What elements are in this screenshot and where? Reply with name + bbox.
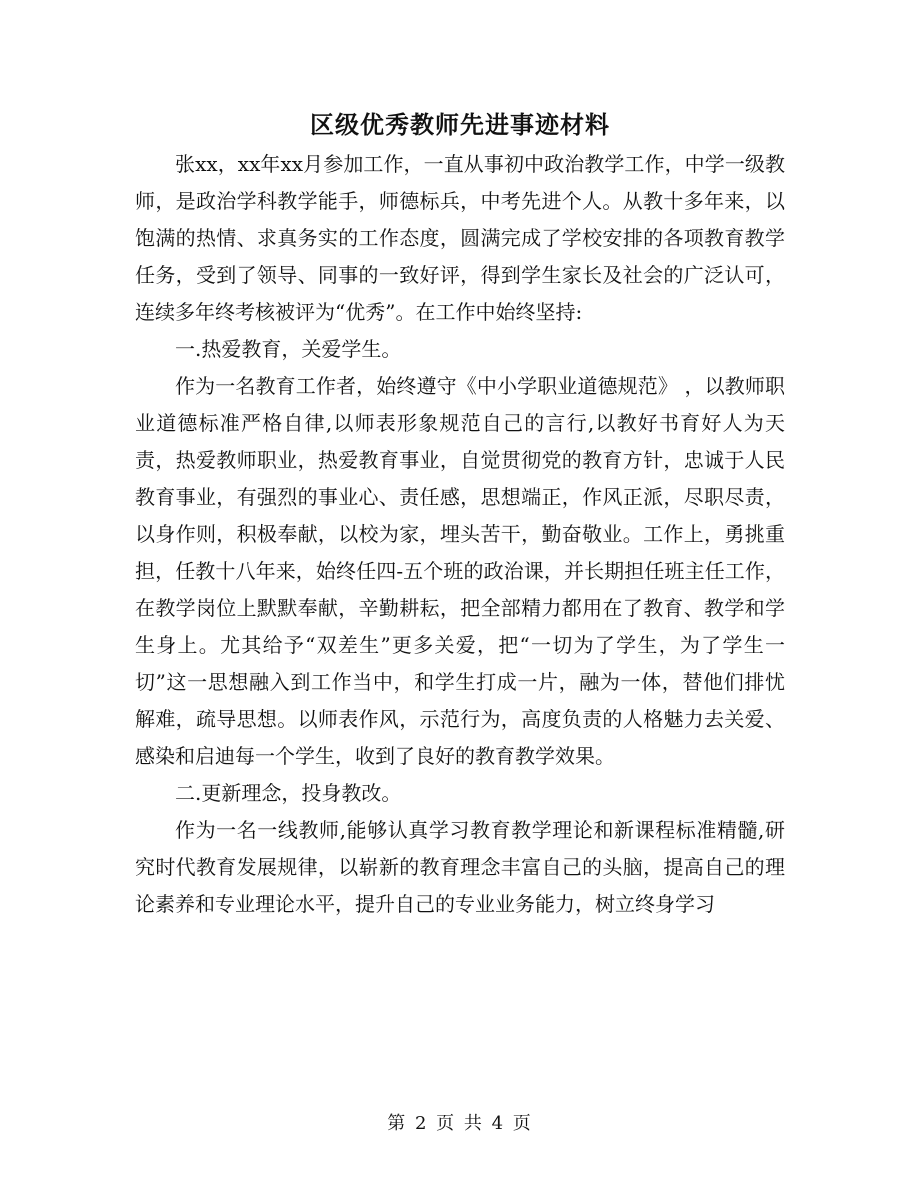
paragraph-intro: 张xx，xx年xx月参加工作，一直从事初中政治教学工作，中学一级教师，是政治学科教学能手，师德标兵，中考先进个人。从教十多年来，以饱满的热情、求真务实的工作态度，圆满完成了学校安排的各项教育教学任务，受到了领导、同事的一致好评，得到学生家长及社会的广泛认可，连续多年终考核被评为“优秀”。在工作中始终坚持: <box>135 152 785 324</box>
document-body <box>135 146 785 923</box>
paragraph-section-1: 作为一名教育工作者，始终遵守《中小学职业道德规范》 ，以教师职业道德标准严格自律,以师表形象规范自己的言行,以教好书育好人为天责，热爱教师职业，热爱教育事业，自觉贯彻党的教育方针，忠诚于人民教育事业，有强烈的事业心、责任感，思想端正，作风正派，尽职尽责，以身作则，积极奉献，以校为家，埋头苦干，勤奋敬业。工作上，勇挑重担，任教十八年来，始终任四-五个班的政治课，并长期担任班主任工作，在教学岗位上默默奉献，辛勤耕耘，把全部精力都用在了教育、教学和学生身上。尤其给予“双差生”更多关爱，把“一切为了学生，为了学生一切”这一思想融入到工作当中，和学生打成一片，融为一体，替他们排忧解难，疏导思想。以师表作风，示范行为，高度负责的人格魅力去关爱、感染和启迪每一个学生，收到了良好的教育教学效果。 <box>135 374 785 768</box>
page-number-footer: 第 2 页 共 4 页 <box>387 1113 533 1134</box>
section-heading-1: 一.热爱教育，关爱学生。 <box>175 337 402 361</box>
document-title: 区级优秀教师先进事迹材料 <box>310 110 610 139</box>
paragraph-section-2: 作为一名一线教师,能够认真学习教育教学理论和新课程标准精髓,研究时代教育发展规律，以崭新的教育理念丰富自己的头脑，提高自己的理论素养和专业理论水平，提升自己的专业业务能力，树立终身学习 <box>135 818 785 916</box>
section-heading-2: 二.更新理念，投身教改。 <box>175 781 402 805</box>
